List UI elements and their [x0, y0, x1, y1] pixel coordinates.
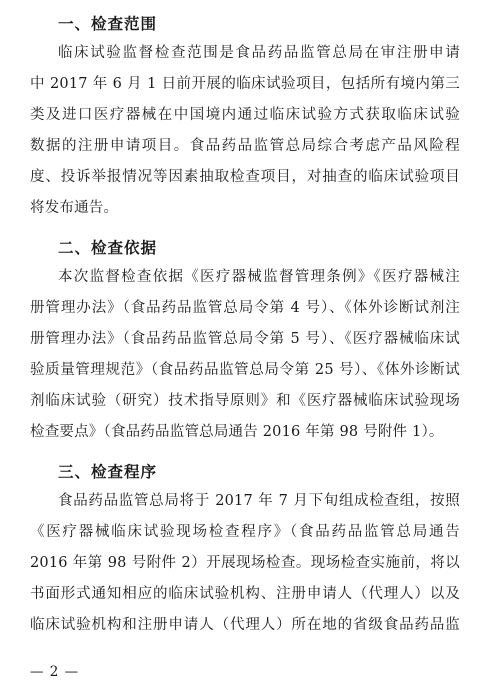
- paragraph-line: 《医疗器械临床试验现场检查程序》（食品药品监管总局通告: [30, 524, 460, 540]
- paragraph-line: 册管理办法》（食品药品监管总局令第 5 号）、《医疗器械临床试: [30, 331, 460, 347]
- paragraph-line: 检查要点》（食品药品监管总局通告 2016 年第 98 号附件 1）。: [30, 424, 444, 440]
- section-heading-procedure: 三、检查程序: [58, 463, 158, 481]
- paragraph-line: 书面形式通知相应的临床试验机构、注册申请人（代理人）以及: [30, 586, 460, 602]
- paragraph-line: 验质量管理规范》（食品药品监管总局令第 25 号）、《体外诊断试: [30, 362, 460, 378]
- paragraph-line: 本次监督检查依据《医疗器械监督管理条例》《医疗器械注: [58, 269, 460, 285]
- paragraph-line: 中 2017 年 6 月 1 日前开展的临床试验项目，包括所有境内第三: [30, 76, 460, 92]
- paragraph-line: 食品药品监管总局将于 2017 年 7 月下旬组成检查组，按照: [58, 493, 460, 509]
- paragraph-line: 度、投诉举报情况等因素抽取检查项目，对抽查的临床试验项目: [30, 169, 460, 185]
- paragraph-line: 临床试验监督检查范围是食品药品监管总局在审注册申请: [58, 45, 460, 61]
- paragraph-line: 册管理办法》（食品药品监管总局令第 4 号）、《体外诊断试剂注: [30, 300, 460, 316]
- paragraph-line: 数据的注册申请项目。食品药品监管总局综合考虑产品风险程: [30, 138, 460, 154]
- section-heading-basis: 二、检查依据: [58, 239, 158, 257]
- paragraph-line: 2016 年第 98 号附件 2）开展现场检查。现场检查实施前，将以: [30, 555, 460, 571]
- paragraph-line: 剂临床试验（研究）技术指导原则》和《医疗器械临床试验现场: [30, 393, 460, 409]
- page-number: — 2 —: [30, 664, 80, 680]
- paragraph-line: 类及进口医疗器械在中国境内通过临床试验方式获取临床试验: [30, 107, 460, 123]
- section-heading-scope: 一、检查范围: [58, 15, 158, 33]
- paragraph-line: 临床试验机构和注册申请人（代理人）所在地的省级食品药品监: [30, 617, 460, 633]
- paragraph-line: 将发布通告。: [30, 200, 119, 216]
